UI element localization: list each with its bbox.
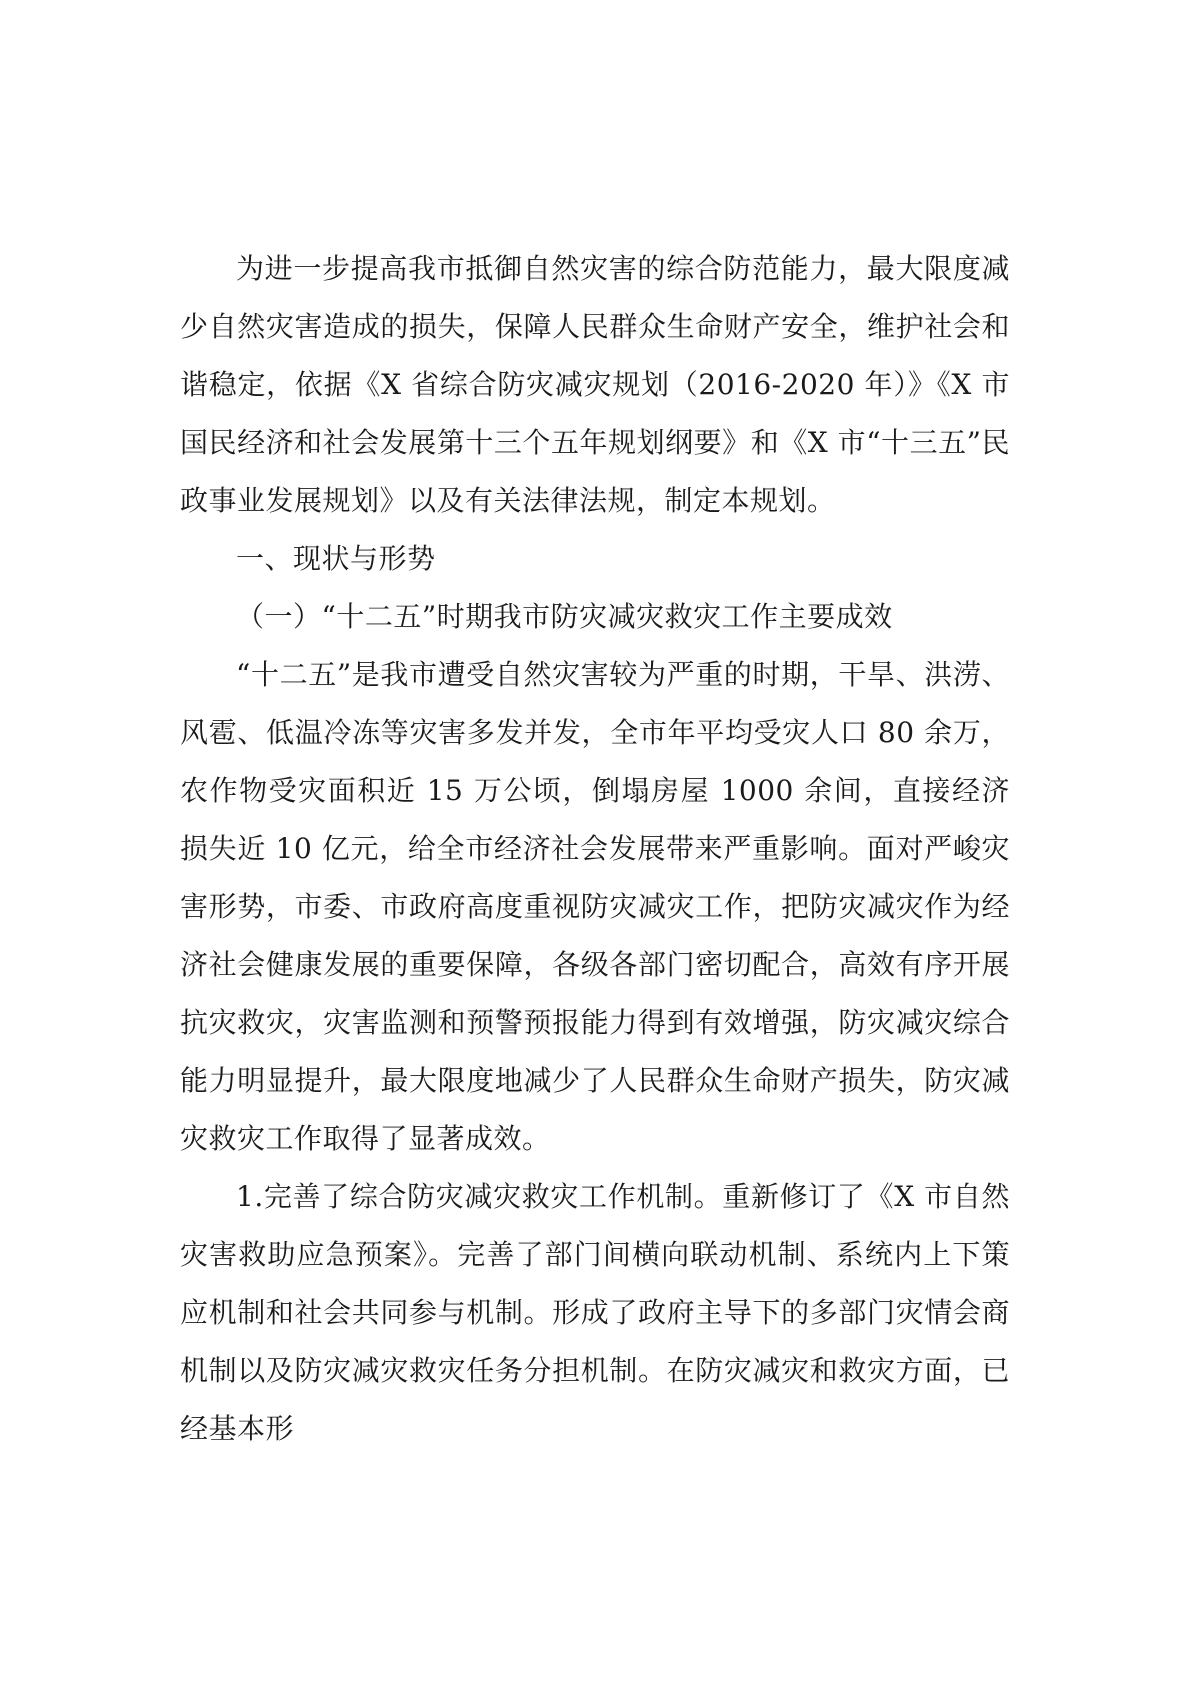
intro-paragraph: 为进一步提高我市抵御自然灾害的综合防范能力，最大限度减少自然灾害造成的损失，保障人民群众生命财产安全，维护社会和谐稳定，依据《X 省综合防灾减灾规划（2016-2020 年）》《X 市国民经济和社会发展第十三个五年规划纲要》和《X 市“十三五”民政事业发展规划》以及有关法律法规，制定本规划。 bbox=[180, 252, 1010, 517]
achievements-paragraph: “十二五”是我市遭受自然灾害较为严重的时期，干旱、洪涝、风雹、低温冷冻等灾害多发并发，全市年平均受灾人口 80 余万，农作物受灾面积近 15 万公顷，倒塌房屋 1000 余间，直接经济损失近 10 亿元，给全市经济社会发展带来严重影响。面对严峻灾害形势，市委、市政府高度重视防灾减灾工作，把防灾减灾作为经济社会健康发展的重要保障，各级各部门密切配合，高效有序开展抗灾救灾，灾害监测和预警预报能力得到有效增强，防灾减灾综合能力明显提升，最大限度地减少了人民群众生命财产损失，防灾减灾救灾工作取得了显著成效。 bbox=[180, 658, 1010, 1155]
section-heading: 一、现状与形势 bbox=[236, 542, 436, 575]
mechanism-paragraph: 1.完善了综合防灾减灾救灾工作机制。重新修订了《X 市自然灾害救助应急预案》。完善了部门间横向联动机制、系统内上下策应机制和社会共同参与机制。形成了政府主导下的多部门灾情会商机制以及防灾减灾救灾任务分担机制。在防灾减灾和救灾方面，已经基本形 bbox=[180, 1180, 1010, 1445]
document-body bbox=[180, 240, 1010, 1458]
subsection-heading: （一）“十二五”时期我市防灾减灾救灾工作主要成效 bbox=[236, 600, 893, 633]
